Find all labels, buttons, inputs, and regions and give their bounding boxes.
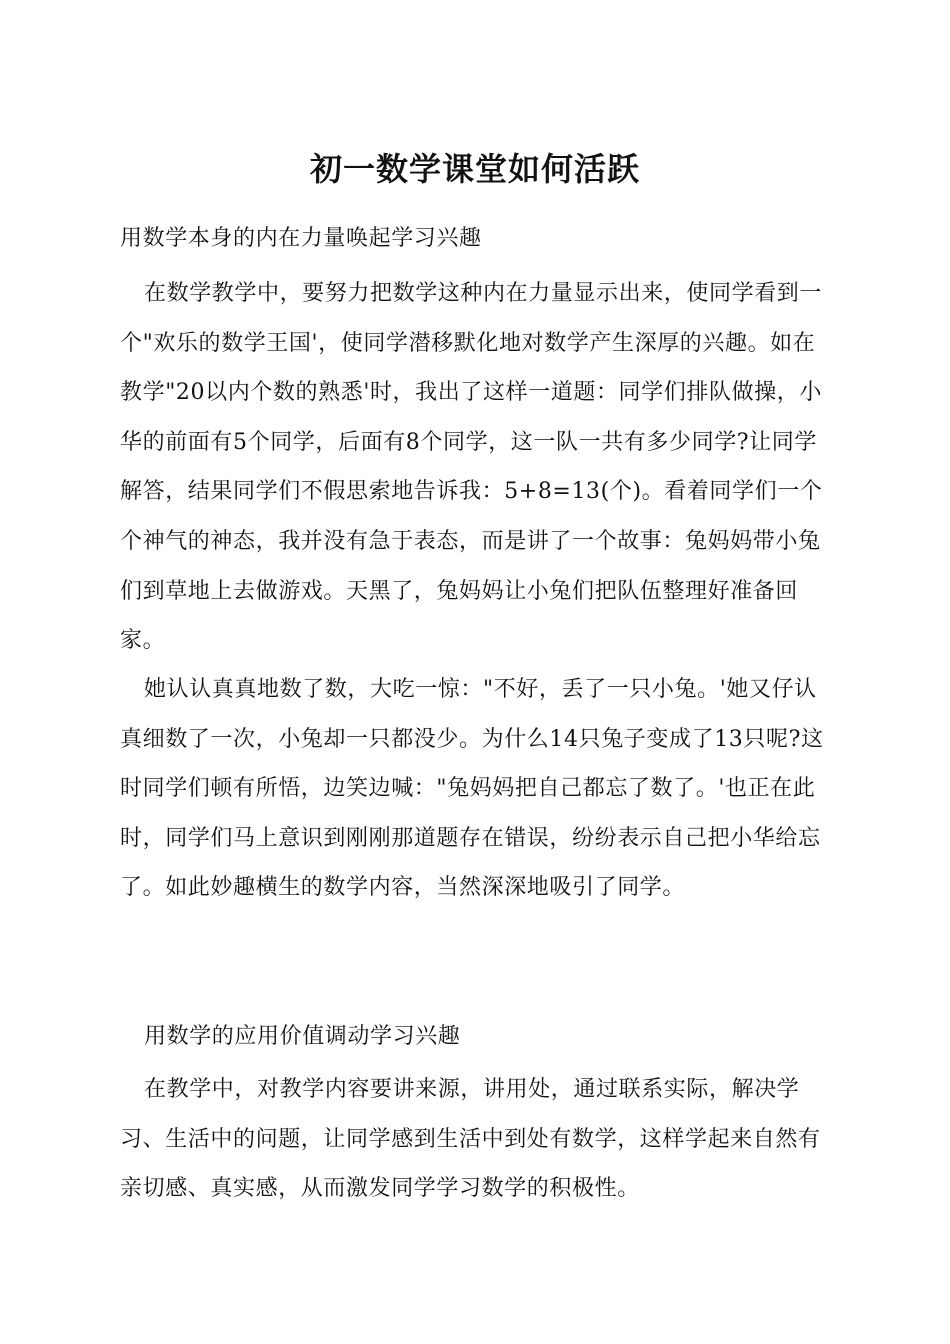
paragraph-practical-application: 在教学中，对教学内容要讲来源，讲用处，通过联系实际，解决学习、生活中的问题，让同学感到生活中到处有数学，这样学起来自然有亲切感、真实感，从而激发同学学习数学的积极性。	[120, 1077, 821, 1202]
paragraph-teaching-example: 在数学教学中，要努力把数学这种内在力量显示出来，使同学看到一个"欢乐的数学王国'，使同学潜移默化地对数学产生深厚的兴趣。如在教学"20以内个数的熟悉'时，我出了这样一道题：同学们排队做操，小华的前面有5个同学，后面有8个同学，这一队一共有多少同学?让同学解答，结果同学们不假思索地告诉我：5+8=13(个)。看着同学们一个个神气的神态，我并没有急于表态，而是讲了一个故事：兔妈妈带小兔们到草地上去做游戏。天黑了，兔妈妈让小兔们把队伍整理好准备回家。	[120, 281, 823, 654]
document-title: 初一数学课堂如何活跃	[309, 150, 640, 188]
paragraph-rabbit-story: 她认认真真地数了数，大吃一惊："不好，丢了一只小兔。'她又仔认真细数了一次，小兔却一只都没少。为什么14只兔子变成了13只呢?这时同学们顿有所悟，边笑边喊："兔妈妈把自己都忘了数了。'也正在此时，同学们马上意识到刚刚那道题存在错误，纷纷表示自己把小华给忘了。如此妙趣横生的数学内容，当然深深地吸引了同学。	[120, 677, 824, 901]
section-heading-application-value: 用数学的应用价值调动学习兴趣	[144, 1024, 461, 1049]
section-heading-intrinsic-power: 用数学本身的内在力量唤起学习兴趣	[120, 226, 482, 251]
